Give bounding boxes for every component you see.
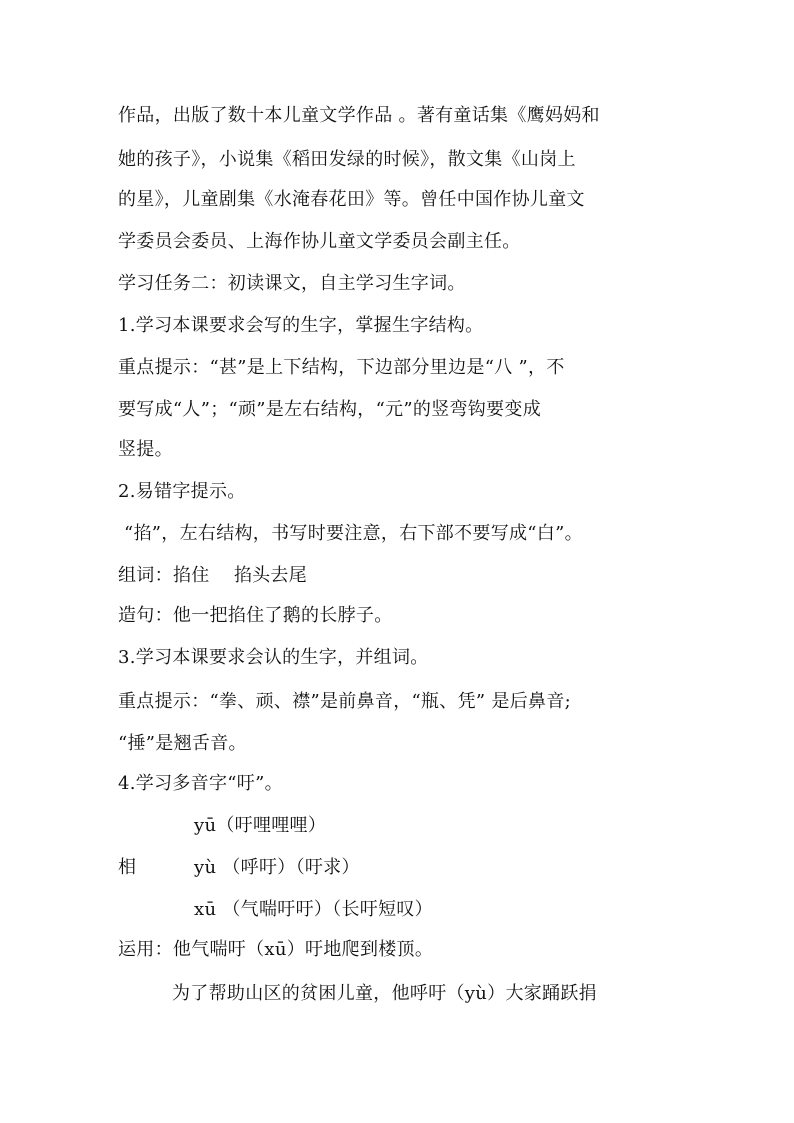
usage-example-1: 运用：他气喘吁（xū）吁地爬到楼顶。 (118, 939, 434, 960)
usage-example-2: 为了帮助山区的贫困儿童，他呼吁（yù）大家踊跃捐 (172, 983, 597, 1004)
item-3-heading: 3.学习本课要求会认的生字，并组词。 (118, 647, 429, 668)
word-examples: 组词：掐住 掐头去尾 (118, 565, 308, 586)
text-line-1: 作品，出版了数十本儿童文学作品 。著有童话集《鹰妈妈和 (118, 105, 600, 126)
item-2-heading: 2.易错字提示。 (118, 481, 246, 502)
text-line-2: 她的孩子》，小说集《稻田发绿的时候》，散文集《山岗上 (118, 149, 576, 170)
hint-line-2: 要写成“人”；“顽”是左右结构，“元”的竖弯钩要变成 (118, 399, 542, 420)
text-line-4: 学委员会委员、上海作协儿童文学委员会副主任。 (118, 231, 521, 252)
text-line-3: 的星》，儿童剧集《水淹春花田》等。曾任中国作协儿童文 (118, 189, 585, 210)
polyphone-reading-1: yū（吁哩哩哩） (194, 815, 327, 836)
polyphone-reading-2: yù （呼吁）（吁求） (194, 857, 360, 878)
error-char-hint: “掐”，左右结构，书写时要注意，右下部不要写成“白”。 (124, 523, 583, 544)
task-heading: 学习任务二：初读课文，自主学习生字词。 (118, 273, 466, 294)
polyphone-label: 相 (118, 857, 137, 878)
item-1-heading: 1.学习本课要求会写的生字，掌握生字结构。 (118, 315, 484, 336)
pronunciation-hint-2: “捶”是翘舌音。 (118, 733, 247, 754)
hint-line-3: 竖提。 (118, 439, 173, 460)
pronunciation-hint-1: 重点提示：“拳、顽、襟”是前鼻音，“瓶、凭” 是后鼻音; (118, 691, 571, 712)
item-4-heading: 4.学习多音字“吁”。 (118, 773, 283, 794)
polyphone-reading-3: xū （气喘吁吁）（长吁短叹） (194, 899, 433, 920)
hint-line-1: 重点提示：“甚”是上下结构，下边部分里边是“八 ”，不 (118, 357, 565, 378)
sentence-example: 造句：他一把掐住了鹅的长脖子。 (118, 605, 393, 626)
